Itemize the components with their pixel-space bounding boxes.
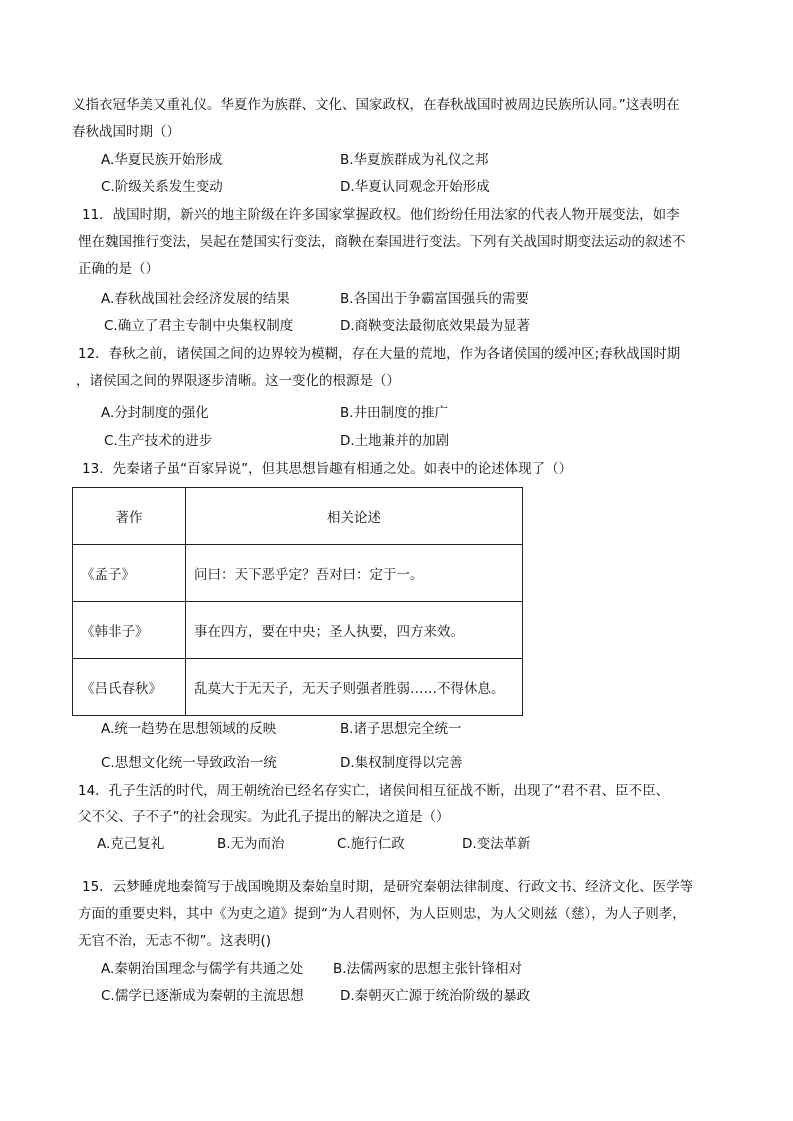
table-header-statement: 相关论述 bbox=[186, 488, 523, 545]
table-row bbox=[73, 659, 523, 716]
question-10-stem-line-2: 春秋战国时期（） bbox=[72, 124, 180, 140]
q10-option-c: C.阶级关系发生变动 bbox=[101, 179, 223, 195]
table-cell-work: 《吕氏春秋》 bbox=[73, 659, 186, 716]
question-12-stem-line-1: 12．春秋之前，诸侯国之间的边界较为模糊，存在大量的荒地，作为各诸侯国的缓冲区;春秋战国时期 bbox=[78, 346, 681, 362]
table-cell-statement: 乱莫大于无天子，无天子则强者胜弱……不得休息。 bbox=[186, 659, 523, 716]
question-15-stem-line-3: 无官不治，无志不彻”。这表明() bbox=[78, 933, 272, 949]
table-cell-work: 《孟子》 bbox=[73, 545, 186, 602]
question-10-stem-line-1: 义指衣冠华美又重礼仪。华夏作为族群、文化、国家政权，在春秋战国时被周边民族所认同。”这表明在 bbox=[72, 97, 680, 113]
question-15-stem-line-1: 15．云梦睡虎地秦简写于战国晚期及秦始皇时期，是研究秦朝法律制度、行政文书、经济文化、医学等 bbox=[82, 879, 694, 895]
table-header-work: 著作 bbox=[73, 488, 186, 545]
q12-option-c: C.生产技术的进步 bbox=[104, 433, 213, 449]
q15-option-c: C.儒学已逐渐成为秦朝的主流思想 bbox=[101, 988, 304, 1004]
question-11-stem-line-1: 11．战国时期，新兴的地主阶级在许多国家掌握政权。他们纷纷任用法家的代表人物开展变法，如李 bbox=[82, 207, 680, 223]
q13-option-b: B.诸子思想完全统一 bbox=[340, 721, 462, 737]
question-12-stem-line-2: ，诸侯国之间的界限逐步清晰。这一变化的根源是（） bbox=[76, 373, 400, 389]
question-13-stem: 13．先秦诸子虽“百家异说”，但其思想旨趣有相通之处。如表中的论述体现了（） bbox=[82, 461, 573, 477]
table-cell-statement: 问曰：天下恶乎定？吾对曰：定于一。 bbox=[186, 545, 523, 602]
q12-option-b: B.井田制度的推广 bbox=[340, 405, 449, 421]
question-14-stem-line-1: 14．孔子生活的时代，周王朝统治已经名存实亡，诸侯间相互征战不断，出现了“君不君、臣不臣、 bbox=[78, 783, 670, 799]
reference-table bbox=[72, 487, 523, 716]
table-cell-statement: 事在四方，要在中央；圣人执要，四方来效。 bbox=[186, 602, 523, 659]
q15-option-b: B.法儒两家的思想主张针锋相对 bbox=[333, 961, 523, 977]
table-row bbox=[73, 602, 523, 659]
q14-option-a: A.克己复礼 bbox=[97, 836, 165, 852]
q14-option-d: D.变法革新 bbox=[462, 836, 531, 852]
q12-option-d: D.土地兼并的加剧 bbox=[340, 433, 450, 449]
q11-option-d: D.商鞅变法最彻底效果最为显著 bbox=[340, 318, 531, 334]
q13-option-c: C.思想文化统一导致政治一统 bbox=[101, 755, 277, 771]
q10-option-a: A.华夏民族开始形成 bbox=[101, 152, 223, 168]
q10-option-b: B.华夏族群成为礼仪之邦 bbox=[340, 152, 489, 168]
table-cell-work: 《韩非子》 bbox=[73, 602, 186, 659]
q14-option-b: B.无为而治 bbox=[217, 836, 285, 852]
table-row bbox=[73, 545, 523, 602]
q11-option-a: A.春秋战国社会经济发展的结果 bbox=[101, 291, 290, 307]
question-15-stem-line-2: 方面的重要史料，其中《为吏之道》提到“为人君则怀，为人臣则忠，为人父则兹（慈），为人子则孝， bbox=[78, 906, 686, 922]
question-14-stem-line-2: 父不父、子不子”的社会现实。为此孔子提出的解决之道是（） bbox=[78, 809, 450, 825]
q14-option-c: C.施行仁政 bbox=[337, 836, 405, 852]
q13-option-a: A.统一趋势在思想领域的反映 bbox=[101, 721, 277, 737]
q15-option-d: D.秦朝灭亡源于统治阶级的暴政 bbox=[340, 988, 531, 1004]
q12-option-a: A.分封制度的强化 bbox=[101, 405, 209, 421]
question-11-stem-line-3: 正确的是（） bbox=[78, 261, 159, 277]
q15-option-a: A.秦朝治国理念与儒学有共通之处 bbox=[101, 961, 304, 977]
q11-option-b: B.各国出于争霸富国强兵的需要 bbox=[340, 291, 530, 307]
table-header-row bbox=[73, 488, 523, 545]
question-11-stem-line-2: 悝在魏国推行变法，吴起在楚国实行变法，商鞅在秦国进行变法。下列有关战国时期变法运动的叙述不 bbox=[78, 234, 686, 250]
q11-option-c: C.确立了君主专制中央集权制度 bbox=[104, 318, 294, 334]
q10-option-d: D.华夏认同观念开始形成 bbox=[340, 179, 490, 195]
q13-option-d: D.集权制度得以完善 bbox=[340, 755, 463, 771]
